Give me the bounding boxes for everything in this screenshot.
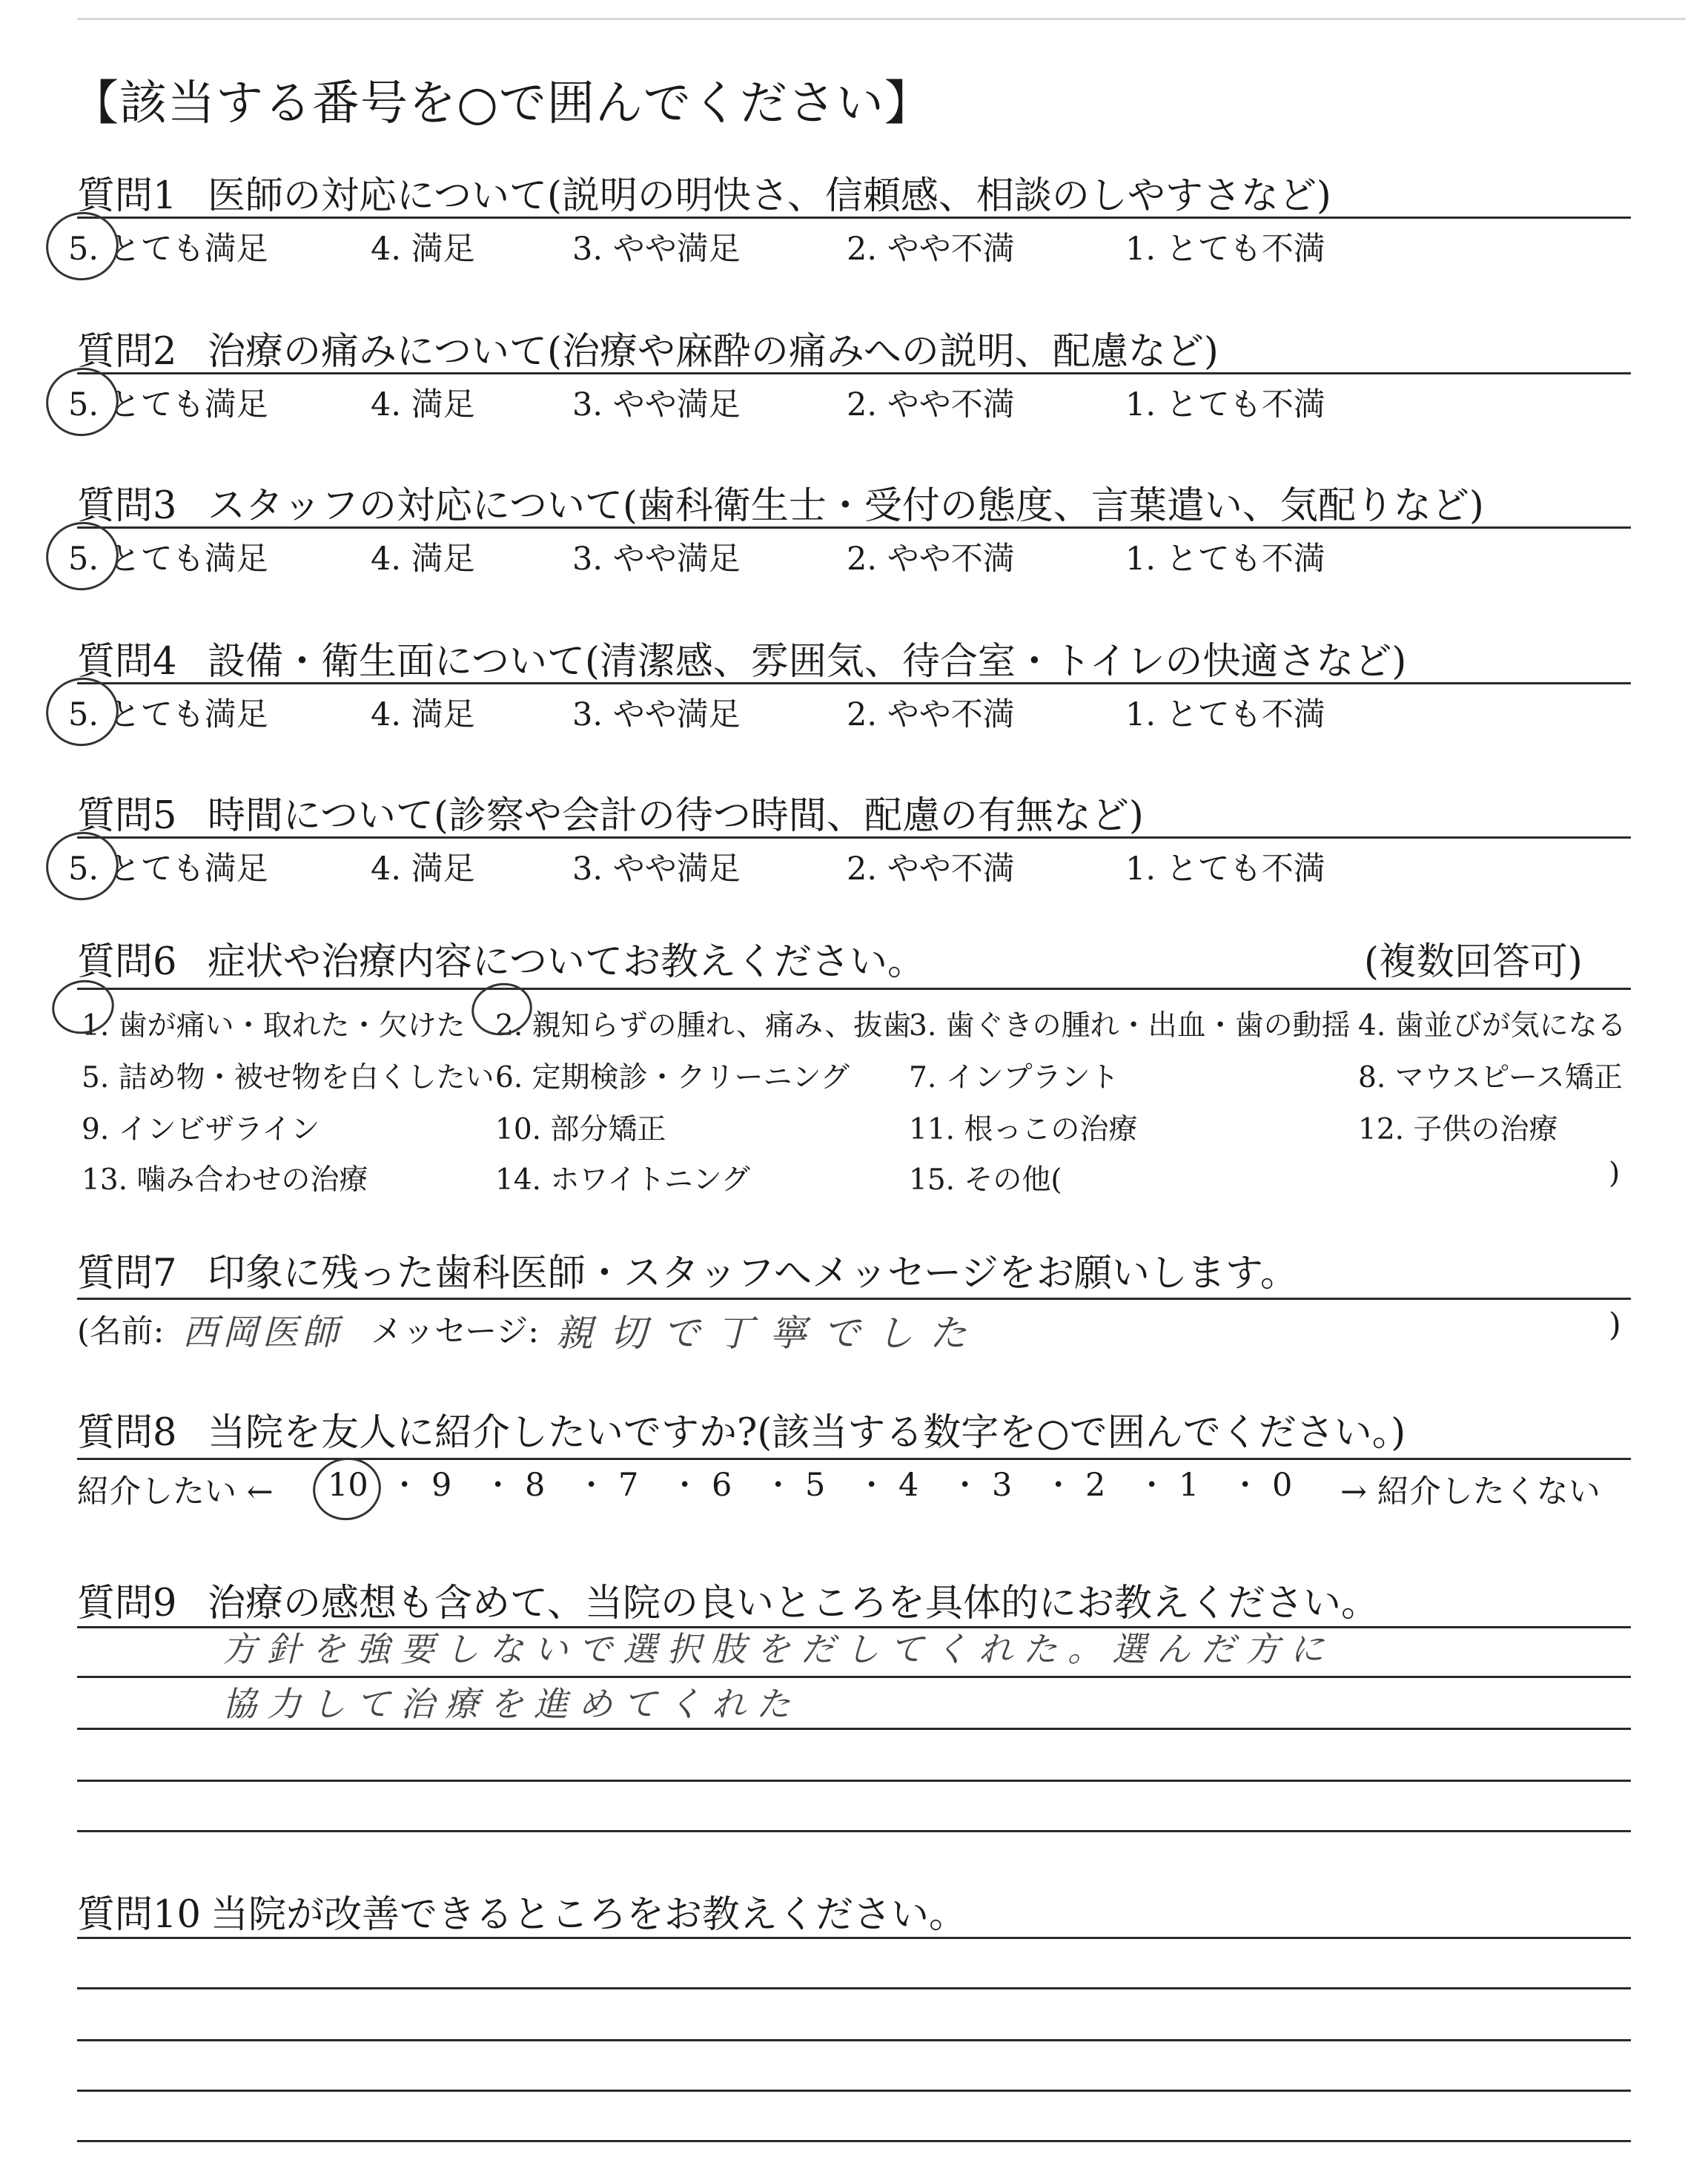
q6-option-2[interactable]: 2. 親知らずの腫れ、痛み、抜歯: [495, 1009, 912, 1043]
q6-other-close: ): [1609, 1157, 1621, 1190]
q8-label: 質問8: [77, 1411, 177, 1455]
q7-message-label: メッセージ:: [371, 1313, 539, 1350]
q8-scale-separator: •: [772, 1474, 784, 1496]
q8-right-label: → 紹介したくない: [1340, 1473, 1601, 1510]
q8-circle-10: [307, 1451, 386, 1526]
q7-text: 印象に残った歯科医師・スタッフへメッセージをお願いします。: [208, 1252, 1298, 1295]
q3-option-2[interactable]: 2. やや不満: [847, 541, 1015, 578]
q2-option-2[interactable]: 2. やや不満: [847, 386, 1015, 423]
q8-scale-0[interactable]: 0: [1272, 1467, 1293, 1504]
q10-rule-0: [77, 1937, 1631, 1939]
q1-option-4[interactable]: 4. 満足: [371, 231, 475, 268]
q4-rule: [77, 682, 1631, 684]
q8-text: 当院を友人に紹介したいですか?(該当する数字を○で囲んでください。): [208, 1411, 1406, 1455]
q3-option-1[interactable]: 1. とても不満: [1125, 541, 1325, 578]
q3-rule: [77, 526, 1631, 529]
q7-label: 質問7: [77, 1252, 177, 1295]
q6-rule: [77, 988, 1631, 990]
page-title: 【該当する番号を○で囲んでください】: [71, 76, 933, 131]
q4-option-5[interactable]: 5. とても満足: [68, 696, 268, 733]
q8-scale-4[interactable]: 4: [898, 1467, 919, 1504]
q6-option-4[interactable]: 4. 歯並びが気になる: [1358, 1009, 1626, 1043]
q10-rule-4: [77, 2140, 1631, 2142]
q10-rule-2: [77, 2039, 1631, 2041]
q6-option-3[interactable]: 3. 歯ぐきの腫れ・出血・歯の動揺: [909, 1009, 1351, 1043]
q8-scale-separator: •: [866, 1474, 878, 1496]
q7-name-value: 西岡医師: [182, 1312, 343, 1353]
q8-left-label: 紹介したい ←: [77, 1473, 274, 1510]
q9-text: 治療の感想も含めて、当院の良いところを具体的にお教えください。: [208, 1582, 1379, 1625]
q6-text: 症状や治療内容についてお教えください。: [208, 940, 925, 984]
q6-option-14[interactable]: 14. ホワイトニング: [495, 1163, 750, 1197]
q9-label: 質問9: [77, 1582, 177, 1625]
q5-option-2[interactable]: 2. やや不満: [847, 851, 1015, 888]
q6-option-13[interactable]: 13. 噛み合わせの治療: [82, 1163, 368, 1197]
q10-rule-1: [77, 1987, 1631, 1989]
q1-option-1[interactable]: 1. とても不満: [1125, 231, 1325, 268]
q5-option-3[interactable]: 3. やや満足: [572, 851, 741, 888]
q1-option-5[interactable]: 5. とても満足: [68, 231, 268, 268]
q8-scale-separator: •: [399, 1474, 411, 1496]
q6-option-12[interactable]: 12. 子供の治療: [1358, 1113, 1558, 1146]
q8-scale-1[interactable]: 1: [1179, 1467, 1199, 1504]
q8-scale-separator: •: [679, 1474, 691, 1496]
q2-option-3[interactable]: 3. やや満足: [572, 386, 741, 423]
q6-option-11[interactable]: 11. 根っこの治療: [909, 1113, 1138, 1146]
q4-option-3[interactable]: 3. やや満足: [572, 696, 741, 733]
q1-option-3[interactable]: 3. やや満足: [572, 231, 741, 268]
q2-option-5[interactable]: 5. とても満足: [68, 386, 268, 423]
q2-option-4[interactable]: 4. 満足: [371, 386, 475, 423]
q1-option-2[interactable]: 2. やや不満: [847, 231, 1015, 268]
q8-scale-separator: •: [1146, 1474, 1158, 1496]
q8-scale-separator: •: [586, 1474, 598, 1496]
q4-option-4[interactable]: 4. 満足: [371, 696, 475, 733]
q5-rule: [77, 836, 1631, 839]
q8-scale-5[interactable]: 5: [805, 1467, 826, 1504]
q7-message-value: 親切で丁寧でした: [556, 1312, 983, 1355]
q6-label: 質問6: [77, 940, 177, 984]
q2-rule: [77, 372, 1631, 374]
q8-scale-10[interactable]: 10: [328, 1467, 368, 1504]
q6-option-7[interactable]: 7. インプラント: [909, 1061, 1119, 1094]
q1-rule: [77, 217, 1631, 219]
q9-rule-2: [77, 1728, 1631, 1730]
q8-scale-7[interactable]: 7: [618, 1467, 639, 1504]
q8-rule: [77, 1458, 1631, 1460]
q7-name-label: (名前:: [77, 1313, 165, 1350]
q8-scale-separator: •: [1239, 1474, 1251, 1496]
top-edge-line: [77, 18, 1686, 20]
q5-option-1[interactable]: 1. とても不満: [1125, 851, 1325, 888]
q6-option-8[interactable]: 8. マウスピース矯正: [1358, 1061, 1623, 1094]
q3-option-3[interactable]: 3. やや満足: [572, 541, 741, 578]
q8-scale-separator: •: [1053, 1474, 1065, 1496]
q8-scale-separator: •: [959, 1474, 971, 1496]
q6-option-6[interactable]: 6. 定期検診・クリーニング: [495, 1061, 850, 1094]
q3-text: スタッフの対応について(歯科衛生士・受付の態度、言葉遣い、気配りなど): [208, 484, 1484, 528]
q6-option-5[interactable]: 5. 詰め物・被せ物を白くしたい: [82, 1061, 494, 1094]
q5-option-4[interactable]: 4. 満足: [371, 851, 475, 888]
q6-note: (複数回答可): [1364, 940, 1583, 984]
q10-text: 当院が改善できるところをお教えください。: [211, 1893, 967, 1937]
q8-scale-9[interactable]: 9: [431, 1467, 452, 1504]
q10-label: 質問10: [77, 1893, 201, 1937]
q4-label: 質問4: [77, 640, 177, 684]
q1-label: 質問1: [77, 174, 177, 218]
q5-text: 時間について(診察や会計の待つ時間、配慮の有無など): [208, 794, 1144, 838]
q8-scale-3[interactable]: 3: [992, 1467, 1013, 1504]
q6-option-9[interactable]: 9. インビザライン: [82, 1113, 320, 1146]
q3-option-5[interactable]: 5. とても満足: [68, 541, 268, 578]
q6-option-15[interactable]: 15. その他(: [909, 1163, 1062, 1197]
q1-text: 医師の対応について(説明の明快さ、信頼感、相談のしやすさなど): [208, 174, 1331, 218]
q2-text: 治療の痛みについて(治療や麻酔の痛みへの説明、配慮など): [208, 330, 1219, 374]
q9-answer-line-2: 協力して治療を進めてくれた: [222, 1684, 801, 1724]
q4-option-1[interactable]: 1. とても不満: [1125, 696, 1325, 733]
q8-scale-2[interactable]: 2: [1085, 1467, 1106, 1504]
q8-scale-6[interactable]: 6: [712, 1467, 732, 1504]
q6-option-1[interactable]: 1. 歯が痛い・取れた・欠けた: [82, 1009, 466, 1043]
q4-option-2[interactable]: 2. やや不満: [847, 696, 1015, 733]
q10-rule-3: [77, 2090, 1631, 2092]
q6-option-10[interactable]: 10. 部分矯正: [495, 1113, 666, 1146]
q4-text: 設備・衛生面について(清潔感、雰囲気、待合室・トイレの快適さなど): [208, 640, 1407, 684]
q8-scale-separator: •: [492, 1474, 504, 1496]
q3-option-4[interactable]: 4. 満足: [371, 541, 475, 578]
q2-label: 質問2: [77, 330, 177, 374]
q3-label: 質問3: [77, 484, 177, 528]
q5-option-5[interactable]: 5. とても満足: [68, 851, 268, 888]
q2-option-1[interactable]: 1. とても不満: [1125, 386, 1325, 423]
q8-scale-8[interactable]: 8: [525, 1467, 546, 1504]
q7-rule: [77, 1298, 1631, 1300]
q9-rule-4: [77, 1830, 1631, 1832]
q5-label: 質問5: [77, 794, 177, 838]
q9-answer-line-1: 方針を強要しないで選択肢をだしてくれた。選んだ方に: [222, 1629, 1334, 1669]
q7-close: ): [1609, 1307, 1621, 1344]
q9-rule-3: [77, 1780, 1631, 1782]
